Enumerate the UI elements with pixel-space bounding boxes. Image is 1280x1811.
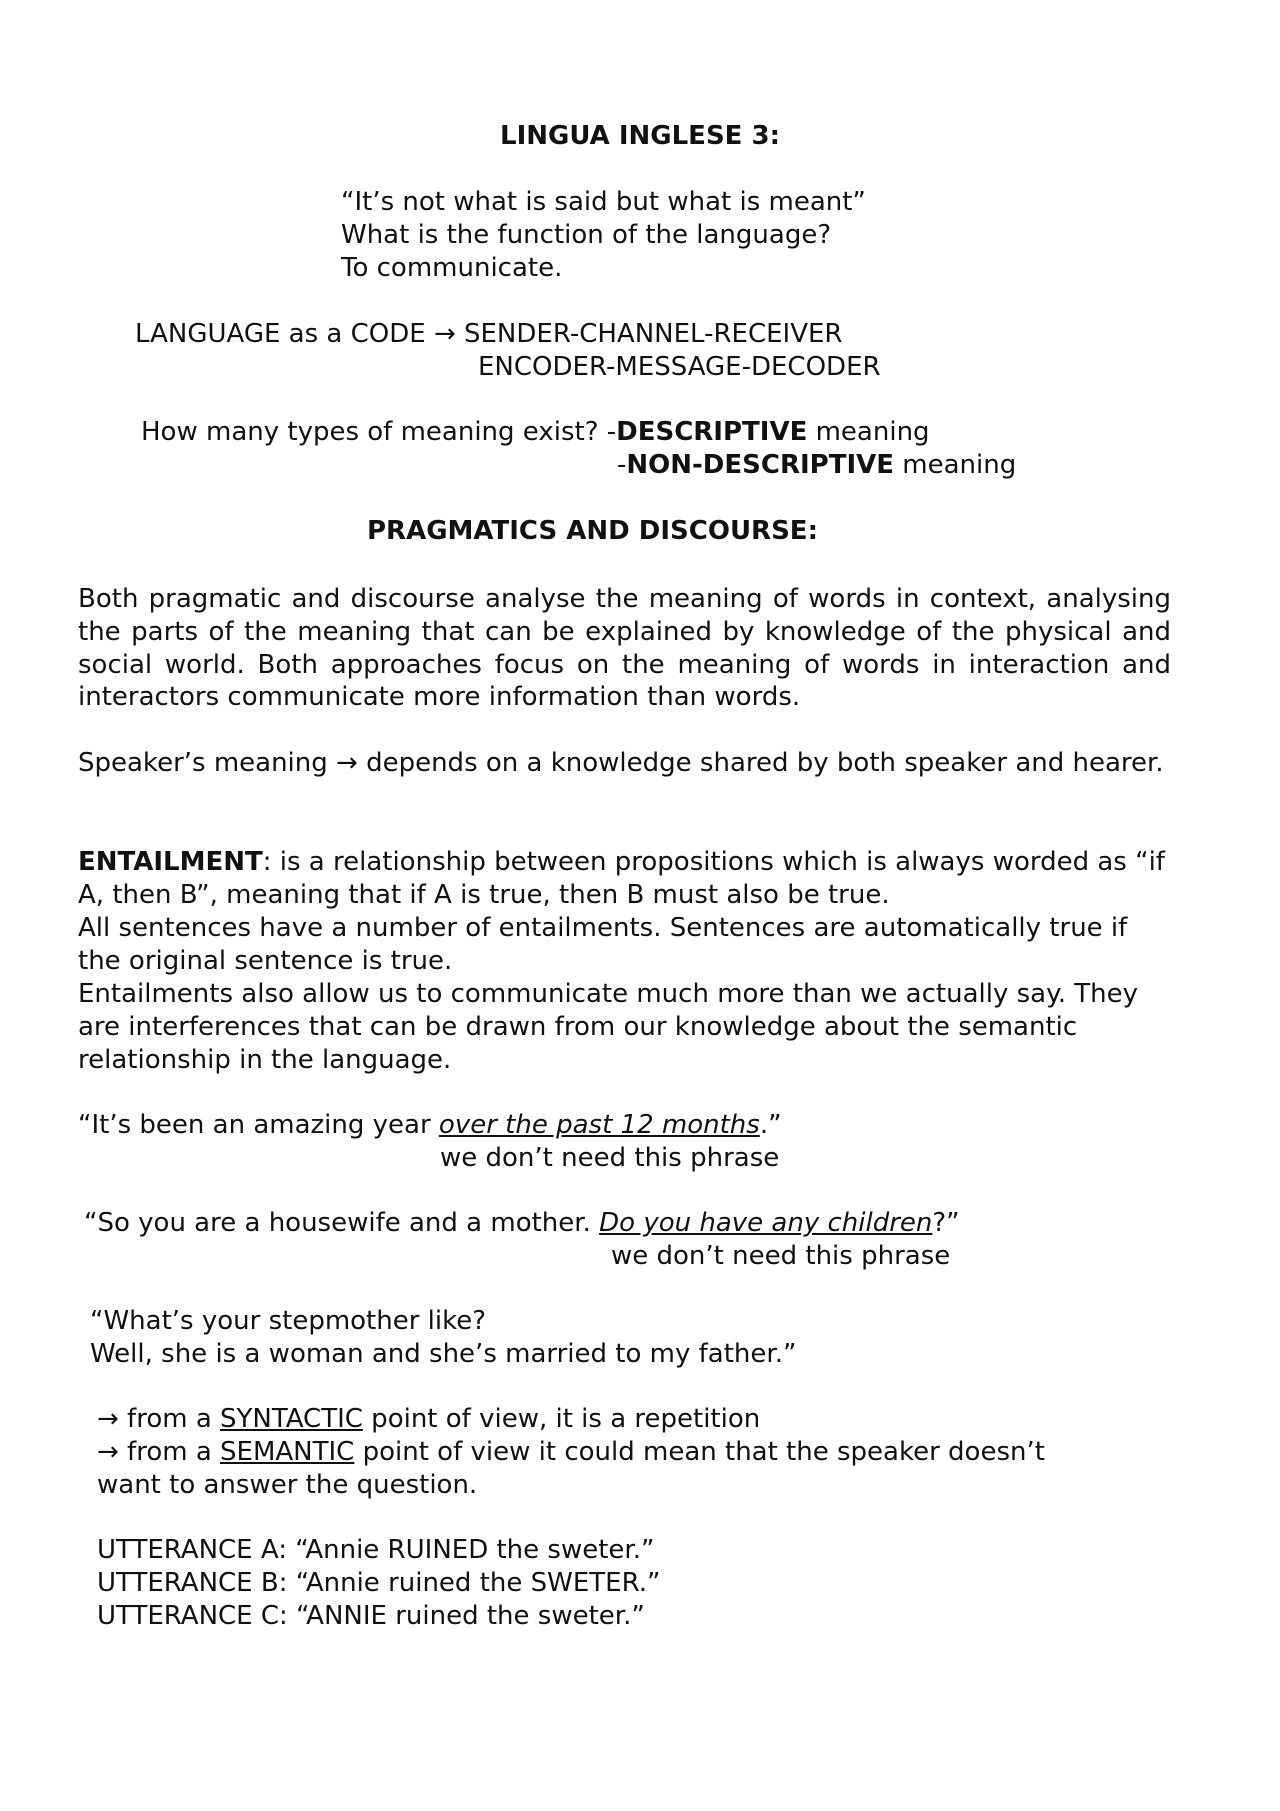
stepmother-question: “What’s your stepmother like?	[90, 1306, 487, 1336]
section-title-pragmatics: PRAGMATICS AND DISCOURSE:	[367, 516, 818, 546]
utterance-b: UTTERANCE B: “Annie ruined the SWETER.”	[97, 1568, 661, 1598]
utterance-c: UTTERANCE C: “ANNIE ruined the sweter.”	[97, 1601, 645, 1631]
intro-question: What is the function of the language?	[341, 220, 832, 250]
meaning-types-line-1	[141, 416, 930, 449]
stepmother-answer: Well, she is a woman and she’s married to my father.”	[90, 1339, 797, 1369]
code-label: LANGUAGE as a CODE	[135, 319, 426, 349]
example-1-emphasis: over the past 12 months	[438, 1110, 760, 1140]
semantic-rest: point of view it could mean that the speaker doesn’t	[354, 1437, 1045, 1467]
intro-quote: “It’s not what is said but what is meant”	[341, 187, 866, 217]
page-title: LINGUA INGLESE 3:	[500, 121, 780, 151]
syntactic-term: SYNTACTIC	[220, 1404, 363, 1434]
meaning-type-non-descriptive: NON-DESCRIPTIVE	[626, 450, 894, 480]
example-2-end: ?”	[932, 1208, 960, 1238]
syntactic-prefix: → from a	[97, 1404, 221, 1434]
intro-answer: To communicate.	[341, 253, 563, 283]
entailment-paragraph-3: Entailments also allow us to communicate much more than we actually say. They are interferences that can be drawn from our knowledge about the semantic relationship in the language.	[78, 979, 1139, 1075]
example-2	[84, 1207, 960, 1240]
code-chain-1: SENDER-CHANNEL-RECEIVER	[464, 319, 843, 349]
meaning-type-descriptive-suffix: meaning	[807, 417, 930, 447]
meaning-type-non-descriptive-suffix: meaning	[894, 450, 1017, 480]
semantic-point-continuation: want to answer the question.	[97, 1470, 478, 1500]
code-line-1	[135, 318, 842, 351]
code-chain-2: ENCODER-MESSAGE-DECODER	[478, 352, 881, 382]
arrow-icon: →	[433, 319, 456, 349]
entailment-definition	[78, 846, 1171, 912]
entailment-paragraph-2: All sentences have a number of entailments. Sentences are automatically true if the original sentence is true.	[78, 913, 1128, 976]
semantic-prefix: → from a	[97, 1437, 221, 1467]
semantic-term: SEMANTIC	[220, 1437, 355, 1467]
example-2-text: “So you are a housewife and a mother.	[84, 1208, 600, 1238]
meaning-question: How many types of meaning exist? -	[141, 417, 617, 447]
entailment-term: ENTAILMENT	[78, 847, 263, 877]
example-1-text: “It’s been an amazing year	[78, 1110, 439, 1140]
entailment-definition-text: : is a relationship between propositions which is always worded as “if A, then B”, meaning that if A is true, then B must also be true.	[78, 847, 1165, 910]
speaker-meaning-paragraph: Speaker’s meaning → depends on a knowledge shared by both speaker and hearer.	[78, 748, 1164, 778]
meaning-type-descriptive: DESCRIPTIVE	[616, 417, 808, 447]
meaning-type-prefix: -	[617, 450, 627, 480]
syntactic-rest: point of view, it is a repetition	[362, 1404, 761, 1434]
utterance-a: UTTERANCE A: “Annie RUINED the sweter.”	[97, 1535, 655, 1565]
example-2-emphasis: Do you have any children	[599, 1208, 933, 1238]
example-1-end: .”	[759, 1110, 782, 1140]
example-2-note: we don’t need this phrase	[611, 1241, 951, 1271]
pragmatics-paragraph: Both pragmatic and discourse analyse the meaning of words in context, analysing the parts of the meaning that can be explained by knowledge of the physical and social world. Both approaches focus on the meaning of words in interaction and interactors communicate more information than words.	[78, 584, 1171, 713]
example-1	[78, 1109, 782, 1142]
syntactic-point	[97, 1403, 760, 1436]
example-1-note: we don’t need this phrase	[440, 1143, 780, 1173]
meaning-types-line-2	[617, 449, 1016, 482]
semantic-point	[97, 1436, 1045, 1469]
